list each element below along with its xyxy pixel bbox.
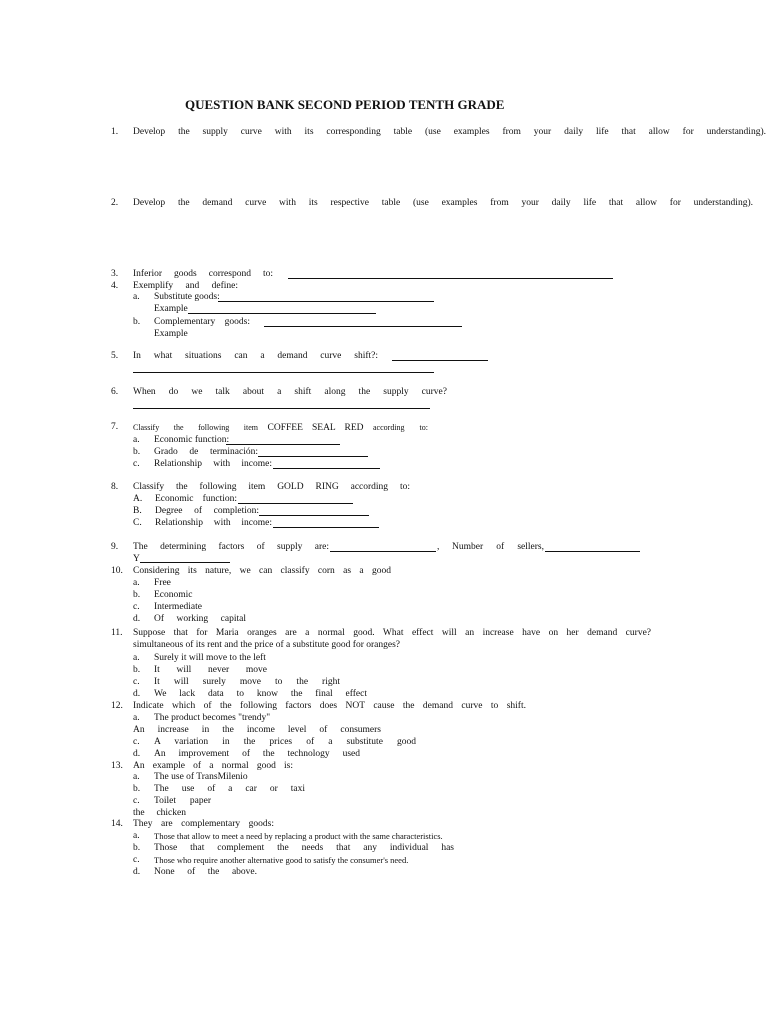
q8-b-label: Degree of completion:: [155, 506, 259, 516]
q13-text: An example of a normal good is:: [133, 761, 293, 771]
q7-item: COFFEE SEAL RED: [267, 423, 364, 433]
q5-answer-line[interactable]: [392, 351, 488, 361]
q8-a-marker: A.: [133, 494, 143, 504]
q7-c-marker: c.: [133, 459, 140, 469]
q4-a-marker: a.: [133, 292, 140, 302]
q13-a-marker: a.: [133, 772, 140, 782]
q2-number: 2.: [111, 198, 119, 208]
q11-text: Suppose that for Maria oranges are a normal good. What effect will an increase have on her demand curve?: [133, 628, 651, 638]
q14-b-marker: b.: [133, 843, 141, 853]
q7-text-post: according to:: [373, 423, 428, 432]
q9-answer-line-1[interactable]: [330, 542, 436, 552]
q2-text: Develop the demand curve with its respective table (use examples from your daily life that allow for understanding).: [133, 198, 753, 208]
q10-option-a: Free: [154, 578, 171, 588]
q6-text: When do we talk about a shift along the supply curve?: [133, 387, 447, 397]
q13-option-b: The use of a car or taxi: [154, 784, 305, 794]
q14-option-d: None of the above.: [154, 867, 257, 877]
q1-text: Develop the supply curve with its corresponding table (use examples from your daily life that allow for understanding).: [133, 127, 766, 137]
q8-a-answer-line[interactable]: [238, 494, 353, 504]
q14-a-marker: a.: [133, 831, 140, 841]
q11-number: 11.: [111, 628, 123, 638]
q8-c-answer-line[interactable]: [273, 518, 379, 528]
q9-number: 9.: [111, 542, 119, 552]
q7-text-pre: Classify the following item: [133, 423, 258, 432]
q6-number: 6.: [111, 387, 119, 397]
q13-option-c: Toilet paper: [154, 796, 211, 806]
q9-text-2: Number of sellers,: [452, 542, 544, 552]
q8-c-marker: C.: [133, 518, 142, 528]
q9-answer-line-3[interactable]: [140, 553, 230, 563]
q4-a-example-label: Example: [154, 304, 188, 314]
q8-b-answer-line[interactable]: [259, 506, 369, 516]
q4-b-marker: b.: [133, 317, 141, 327]
q5-text: In what situations can a demand curve shift?:: [133, 351, 378, 361]
q9-text: The determining factors of supply are:: [133, 542, 329, 552]
q12-a-marker: a.: [133, 713, 140, 723]
q4-b-label: Complementary goods:: [154, 317, 250, 327]
q10-a-marker: a.: [133, 578, 140, 588]
q13-option-d: the chicken: [133, 808, 186, 818]
q8-c-label: Relationship with income:: [155, 518, 272, 528]
q9-comma: ,: [437, 542, 440, 552]
q10-text: Considering its nature, we can classify corn as a good: [133, 566, 391, 576]
q3-text: Inferior goods correspond to:: [133, 269, 273, 279]
q7-number: 7.: [111, 422, 119, 432]
q13-option-a: The use of TransMilenio: [154, 772, 248, 782]
q4-b-example-label: Example: [154, 329, 188, 339]
q7-a-answer-line[interactable]: [226, 435, 340, 445]
q11-option-a: Surely it will move to the left: [154, 653, 266, 663]
q10-option-c: Intermediate: [154, 602, 203, 612]
q5-answer-line-2[interactable]: [133, 363, 434, 373]
q11-c-marker: c.: [133, 677, 140, 687]
q4-b-answer-line[interactable]: [264, 317, 462, 327]
q12-d-marker: d.: [133, 749, 141, 759]
q4-a-answer-line[interactable]: [218, 292, 434, 302]
q13-c-marker: c.: [133, 796, 140, 806]
q10-option-d: Of working capital: [154, 614, 246, 624]
q1-number: 1.: [111, 127, 119, 137]
q7-text: [133, 422, 428, 434]
q11-a-marker: a.: [133, 653, 140, 663]
q13-b-marker: b.: [133, 784, 141, 794]
q4-a-label: Substitute goods:: [154, 292, 220, 302]
q8-text: Classify the following item GOLD RING according to:: [133, 482, 410, 492]
q13-number: 13.: [111, 761, 123, 771]
q10-d-marker: d.: [133, 614, 141, 624]
q11-b-marker: b.: [133, 665, 141, 675]
q14-text: They are complementary goods:: [133, 819, 274, 829]
q7-b-answer-line[interactable]: [258, 447, 368, 457]
q9-line-2-label: Y: [133, 554, 140, 564]
q12-option-a: The product becomes "trendy": [154, 713, 271, 723]
q4-a-example-line[interactable]: [188, 304, 376, 314]
q14-c-marker: c.: [133, 855, 140, 865]
q14-option-c: Those who require another alternative good to satisfy the consumer's need.: [154, 855, 409, 865]
q8-b-marker: B.: [133, 506, 142, 516]
q8-number: 8.: [111, 482, 119, 492]
q8-a-label: Economic function:: [155, 494, 237, 504]
q12-option-d: An improvement of the technology used: [154, 749, 360, 759]
q10-b-marker: b.: [133, 590, 141, 600]
q7-a-label: Economic function:: [154, 435, 230, 445]
q7-b-marker: b.: [133, 447, 141, 457]
q14-number: 14.: [111, 819, 123, 829]
q7-a-marker: a.: [133, 435, 140, 445]
q6-answer-line[interactable]: [133, 399, 430, 409]
q12-option-b: An increase in the income level of consumers: [133, 725, 381, 735]
q12-text: Indicate which of the following factors does NOT cause the demand curve to shift.: [133, 701, 526, 711]
q10-c-marker: c.: [133, 602, 140, 612]
q7-c-label: Relationship with income:: [154, 459, 272, 469]
q12-number: 12.: [111, 701, 123, 711]
q14-d-marker: d.: [133, 867, 141, 877]
q11-option-d: We lack data to know the final effect: [154, 689, 367, 699]
q14-option-b: Those that complement the needs that any individual has: [154, 843, 454, 853]
page-title: QUESTION BANK SECOND PERIOD TENTH GRADE: [185, 97, 505, 112]
q14-option-a: Those that allow to meet a need by replacing a product with the same characteristics.: [154, 831, 443, 841]
q12-c-marker: c.: [133, 737, 140, 747]
q3-answer-line[interactable]: [288, 269, 613, 279]
q7-b-label: Grado de terminación:: [154, 447, 258, 457]
q11-option-b: It will never move: [154, 665, 267, 675]
q5-number: 5.: [111, 351, 119, 361]
q10-option-b: Economic: [154, 590, 193, 600]
q10-number: 10.: [111, 566, 123, 576]
q9-answer-line-2[interactable]: [545, 542, 640, 552]
q7-c-answer-line[interactable]: [273, 459, 380, 469]
q4-text: Exemplify and define:: [133, 281, 238, 291]
q11-text-2: simultaneous of its rent and the price of a substitute good for oranges?: [133, 640, 400, 650]
q12-option-c: A variation in the prices of a substitute good: [154, 737, 416, 747]
q11-d-marker: d.: [133, 689, 141, 699]
q11-option-c: It will surely move to the right: [154, 677, 340, 687]
q4-number: 4.: [111, 281, 119, 291]
q3-number: 3.: [111, 269, 119, 279]
